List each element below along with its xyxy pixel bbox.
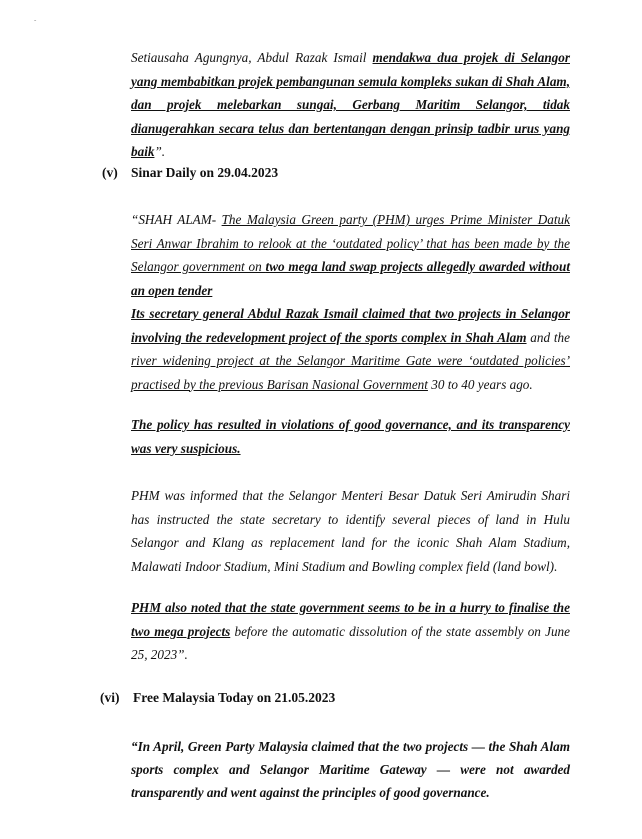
fmt-quote-paragraph: “In April, Green Party Malaysia claimed that the two projects — the Shah Alam sports complex and Selangor Maritime Gateway — were not awarded transparently and went against the principles of good governance.: [131, 739, 570, 800]
mega-projects-claim: two mega land swap projects allegedly awarded without an open tender: [131, 259, 570, 298]
land-replacement-paragraph: PHM was informed that the Selangor Menteri Besar Datuk Seri Amirudin Shari has instructed the state secretary to identify several pieces of land in Hulu Selangor and Klang as replacement land for the iconic Shah Alam Stadium, Malawati Indoor Stadium, Mini Stadium and Bowling complex field (land bowl).: [131, 488, 570, 574]
hurry-paragraph: [131, 596, 570, 667]
governance-paragraph: The policy has resulted in violations of good governance, and its transparency was very suspicious.: [131, 417, 570, 456]
dissolution-text: before the automatic dissolution of the state assembly on June 25, 2023”.: [131, 623, 570, 662]
dateline: “SHAH ALAM-: [131, 212, 222, 227]
years-ago-text: 30 to 40 years ago.: [427, 376, 533, 392]
intro-quote-close: ”.: [154, 144, 166, 159]
intro-paragraph: [131, 46, 570, 164]
sinar-quote-paragraph: [131, 208, 570, 396]
river-project-text: river widening project at the Selangor Maritime Gate were ‘outdated policies’ practised by the previous Barisan Nasional Government: [131, 353, 570, 392]
section-vi-title: Free Malaysia Today on 21.05.2023: [133, 690, 336, 705]
secretary-claim: Its secretary general Abdul Razak Ismail claimed that two projects in Selangor involving the redevelopment project of the sports complex in Shah Alam: [131, 306, 570, 345]
intro-text: Setiausaha Agungnya, Abdul Razak Ismail: [131, 50, 373, 65]
connector-text: and the: [526, 329, 570, 345]
page-mark: -: [34, 16, 37, 24]
section-v-number: (v): [102, 165, 118, 180]
section-vi-number: (vi): [100, 690, 120, 705]
intro-claim: mendakwa dua projek di Selangor yang membabitkan projek pembangunan semula kompleks sukan di Shah Alam, dan projek melebarkan sungai, Gerbang Maritim Selangor, tidak dianugerahkan secara telus dan bertentangan dengan prinsip tadbir urus yang baik: [131, 50, 570, 159]
phm-urges-text: The Malaysia Green party (PHM) urges Prime Minister Datuk Seri Anwar Ibrahim to relook at the ‘outdated policy’ that has been made by the Selangor government on: [131, 212, 570, 274]
hurry-claim: PHM also noted that the state government seems to be in a hurry to finalise the two mega projects: [131, 600, 570, 639]
section-v-title: Sinar Daily on 29.04.2023: [131, 165, 279, 180]
